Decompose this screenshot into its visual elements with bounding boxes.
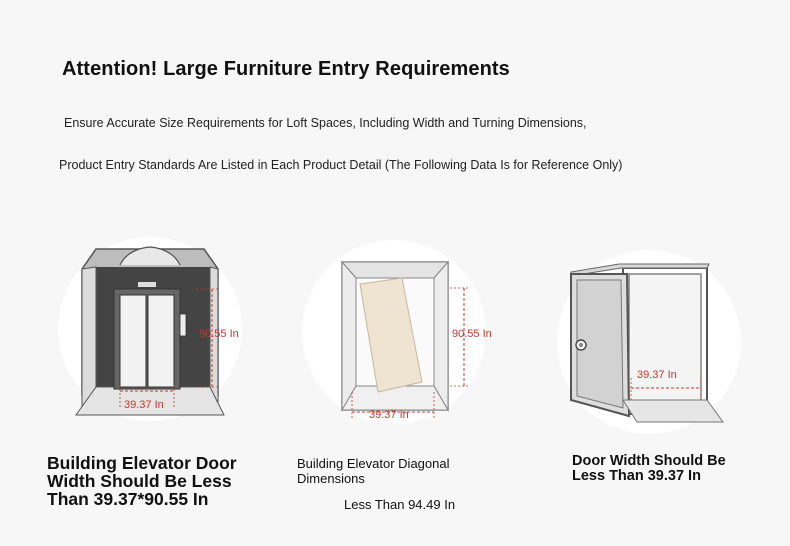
caption-line: Width Should Be Less [47,471,232,491]
caption-elevator-door [47,454,237,508]
intro-line-1: Ensure Accurate Size Requirements for Loft Spaces, Including Width and Turning Dimensions, [64,116,587,130]
elevator-diagonal-illustration [302,240,492,424]
elevator-door-illustration [58,237,242,421]
height-dimension-label: 90.55 In [199,328,239,340]
width-dimension-label: 39.37 In [637,369,677,381]
caption-elevator-diagonal [297,456,449,486]
width-dimension-label: 39.37 In [124,399,164,411]
intro-line-2: Product Entry Standards Are Listed in Each Product Detail (The Following Data Is for Reference Only) [59,158,623,172]
caption-line: Building Elevator Diagonal [297,456,450,471]
caption-diagonal-limit: Less Than 94.49 In [344,497,456,512]
caption-line: Door Width Should Be [572,453,726,469]
caption-door-width [572,454,726,484]
door-icon [557,250,741,434]
height-dimension-label: 90.55 In [452,328,492,340]
caption-line: Building Elevator Door [47,453,237,473]
page-title: Attention! Large Furniture Entry Requirements [62,58,510,80]
caption-line: Than 39.37*90.55 In [47,489,209,509]
caption-line: Dimensions [297,471,365,486]
caption-line: Less Than 39.37 In [572,468,701,484]
door-illustration [557,250,741,434]
width-dimension-label: 39.37 In [369,409,409,421]
